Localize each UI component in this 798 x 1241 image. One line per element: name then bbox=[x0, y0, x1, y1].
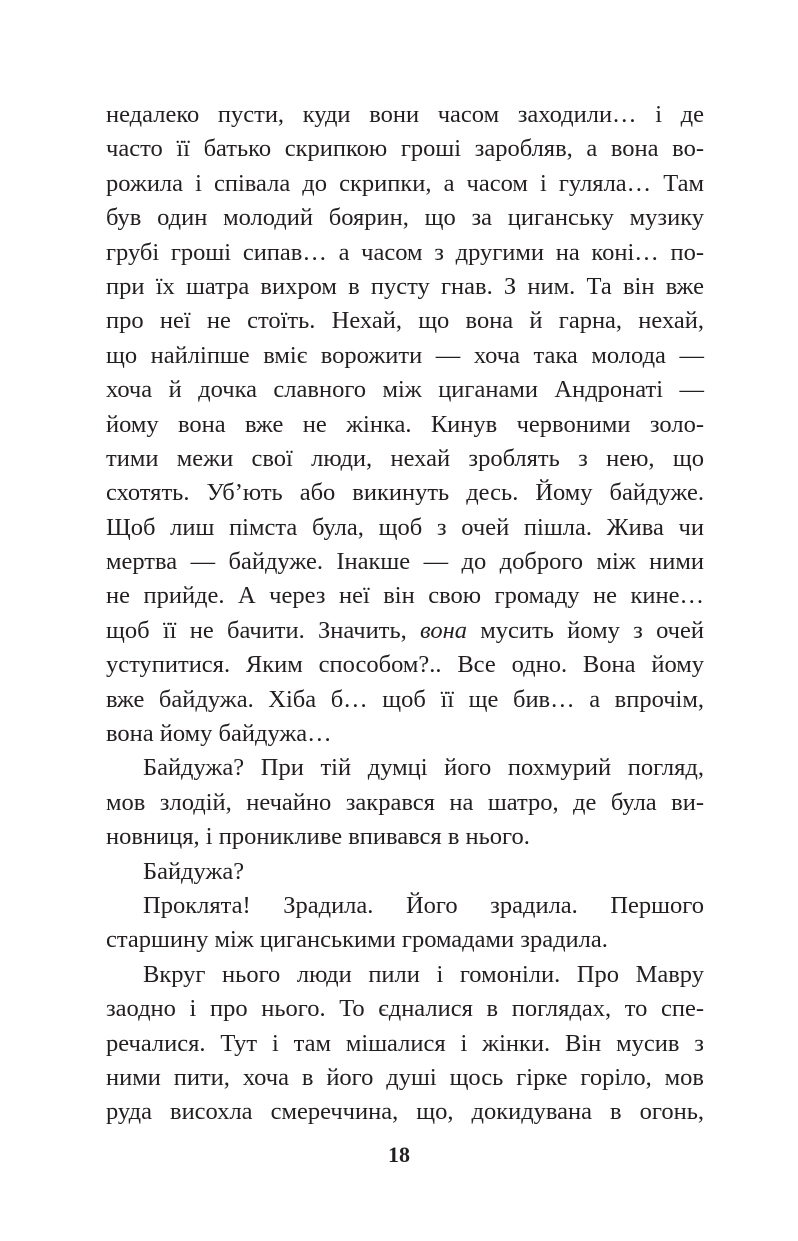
text-line: недалеко пусти, куди вони часом заходили… і де bbox=[106, 101, 704, 128]
text-line: про неї не стоїть. Нехай, що вона й гарна, нехай, bbox=[106, 307, 704, 335]
paragraph-single-line: Байдужа? bbox=[143, 857, 245, 885]
text-line: йому вона вже не жінка. Кинув червоними золо- bbox=[106, 410, 704, 438]
text-line: що найліпше вміє ворожити — хоча така молода — bbox=[106, 341, 704, 369]
text-line: при їх шатра вихром в пусту гнав. З ним. Та він вже bbox=[106, 272, 704, 300]
text-line: Щоб лиш пімста була, щоб з очей пішла. Жива чи bbox=[106, 513, 704, 541]
text-line: заодно і про нього. То єдналися в поглядах, то спе- bbox=[106, 995, 704, 1023]
text-line: був один молодий боярин, що за циганську музику bbox=[106, 204, 704, 232]
text-line: руда висохла смереччина, що, докидувана в огонь, bbox=[106, 1098, 704, 1126]
text-line: схотять. Уб’ють або викинуть десь. Йому байдуже. bbox=[106, 479, 704, 507]
paragraph-end-line: новниця, і проникливе впивався в нього. bbox=[106, 823, 530, 851]
paragraph-first-line: Вкруг нього люди пили і гомоніли. Про Мавру bbox=[143, 960, 704, 988]
text-line: не прийде. А через неї він свою громаду не кине… bbox=[106, 582, 704, 610]
text-line: тими межи свої люди, нехай зроблять з нею, що bbox=[106, 444, 704, 472]
text-line: мов злодій, нечайно закрався на шатро, де була ви- bbox=[106, 788, 704, 816]
line-text-after: мусить йому з очей bbox=[467, 616, 704, 644]
text-line: уступитися. Яким способом?.. Все одно. Вона йому bbox=[106, 651, 704, 679]
text-line: хоча й дочка славного між циганами Андронаті — bbox=[106, 376, 704, 404]
text-line: рожила і співала до скрипки, а часом і гуляла… Там bbox=[106, 169, 704, 197]
text-line: речалися. Тут і там мішалися і жінки. Він мусив з bbox=[106, 1029, 704, 1057]
text-line: вже байдужа. Хіба б… щоб її ще бив… а впрочім, bbox=[106, 685, 704, 713]
line-text-before: щоб її не бачити. Значить, bbox=[106, 616, 421, 644]
paragraph-first-line: Байдужа? При тій думці його похмурий погляд, bbox=[143, 754, 704, 782]
italic-word: вона bbox=[420, 616, 467, 644]
text-line: грубі гроші сипав… а часом з другими на коні… по- bbox=[106, 238, 704, 266]
paragraph-end-line: вона йому байдужа… bbox=[106, 720, 332, 748]
paragraph-end-line: старшину між циганськими громадами зрадила. bbox=[106, 926, 608, 954]
text-line-with-italic bbox=[106, 614, 704, 648]
text-line: ними пити, хоча в його душі щось гірке горіло, мов bbox=[106, 1063, 704, 1091]
body-text bbox=[106, 98, 704, 1130]
text-line: мертва — байдуже. Інакше — до доброго між ними bbox=[106, 548, 704, 576]
page-number: 18 bbox=[388, 1142, 410, 1167]
paragraph-first-line: Проклята! Зрадила. Його зрадила. Першого bbox=[143, 891, 704, 919]
text-line: часто її батько скрипкою гроші заробляв, а вона во- bbox=[106, 135, 704, 163]
